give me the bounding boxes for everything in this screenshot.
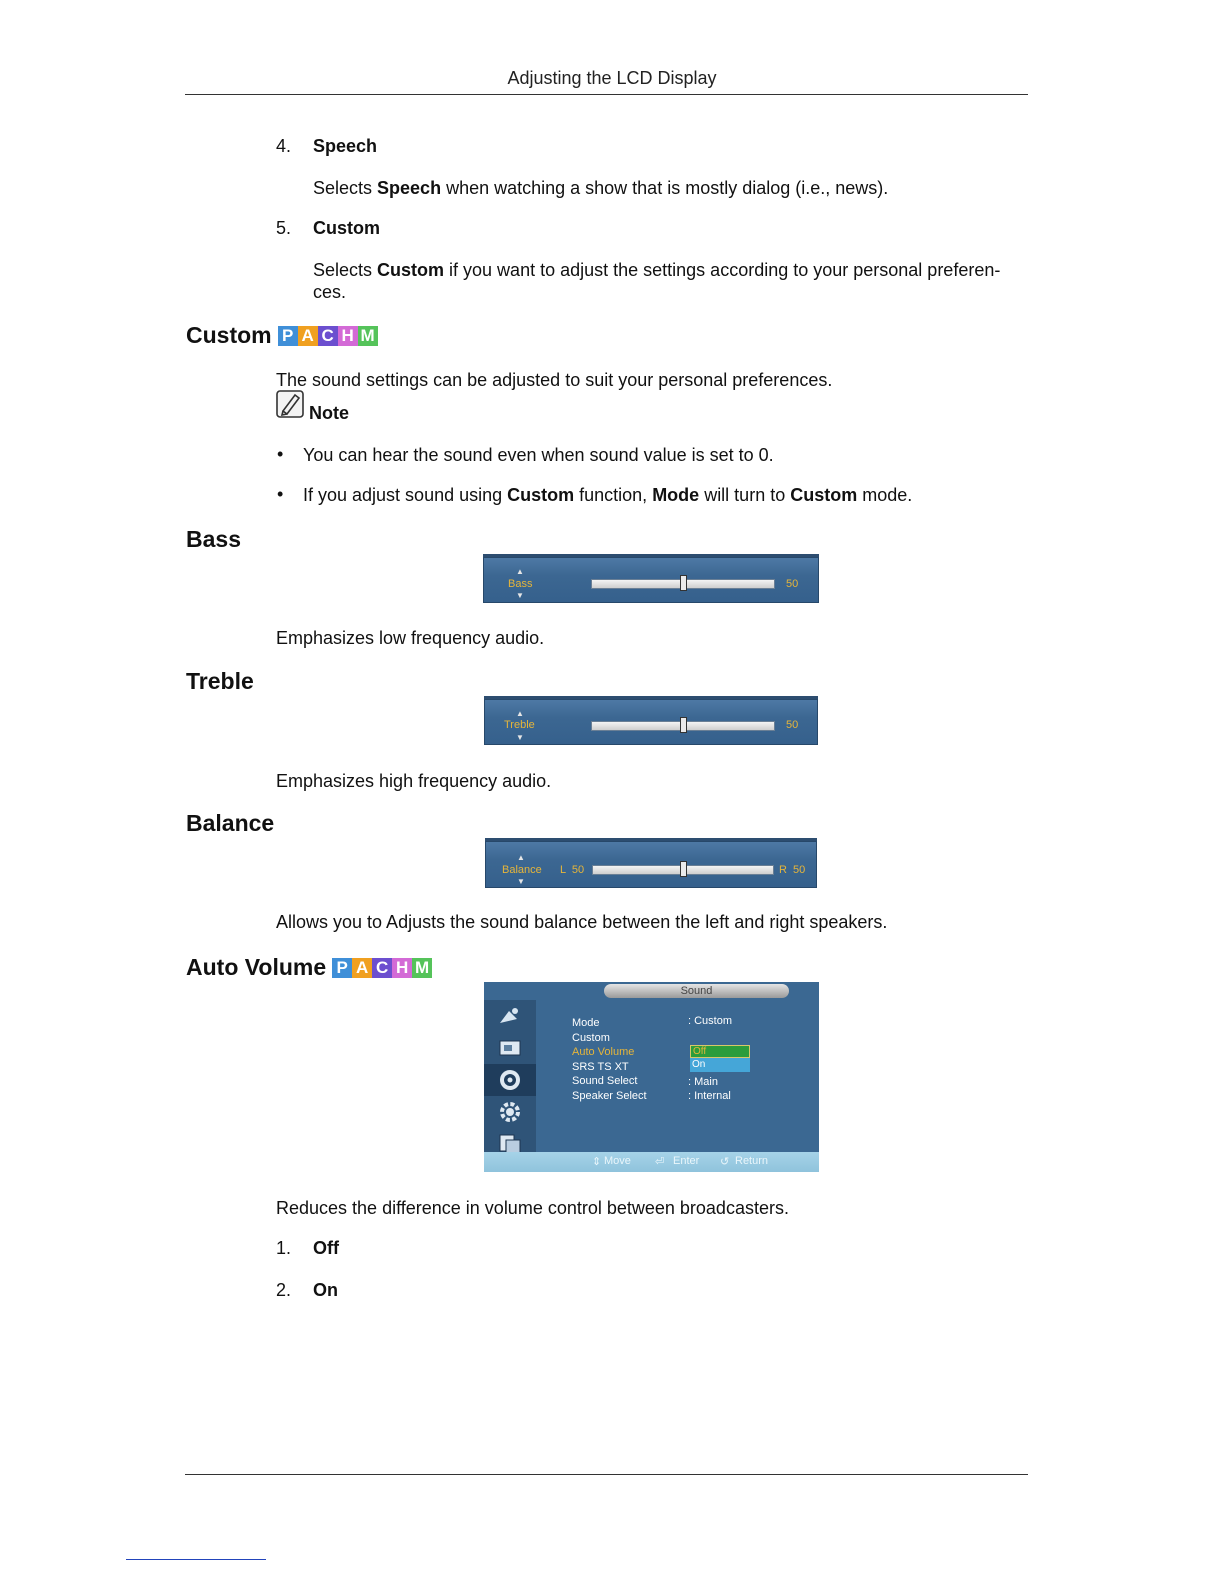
down-arrow-icon: ▼ xyxy=(516,591,524,600)
menu-item-speaker-select[interactable]: Speaker Select xyxy=(572,1089,647,1102)
menu-footer xyxy=(484,1152,819,1172)
badge-h: H xyxy=(392,958,412,978)
menu-item-mode[interactable]: Mode xyxy=(572,1017,600,1029)
speech-desc-bold: Speech xyxy=(377,178,442,198)
list-number: 1. xyxy=(276,1238,292,1258)
custom-desc-post: if you want to adjust the settings according to your personal preferen- xyxy=(444,260,1001,280)
bass-slider-thumb[interactable] xyxy=(680,575,687,591)
dropdown-option-on[interactable]: On xyxy=(690,1058,750,1072)
bullet2-t4: mode. xyxy=(857,485,913,505)
custom-section-heading xyxy=(186,322,378,349)
auto-volume-title: Auto Volume xyxy=(186,954,327,980)
bass-description: Emphasizes low frequency audio. xyxy=(276,628,545,648)
speaker-select-value: : Internal xyxy=(688,1090,731,1102)
sound-select-value: : Main xyxy=(688,1076,718,1088)
balance-osd-label: Balance xyxy=(502,864,542,876)
note-bullet-2 xyxy=(303,484,912,506)
badge-a: A xyxy=(352,958,372,978)
badge-m: M xyxy=(358,326,378,346)
list-number: 5. xyxy=(276,218,292,238)
menu-item-srs-ts-xt[interactable]: SRS TS XT xyxy=(572,1060,629,1073)
badge-p: P xyxy=(278,326,298,346)
auto-volume-description: Reduces the difference in volume control between broadcasters. xyxy=(276,1198,789,1218)
bullet2-b2: Mode xyxy=(652,485,700,505)
treble-slider-thumb[interactable] xyxy=(680,717,687,733)
option-off-label: Off xyxy=(313,1238,339,1258)
menu-item-custom[interactable]: Custom xyxy=(572,1031,610,1044)
menu-item-auto-volume[interactable]: Auto Volume xyxy=(572,1046,635,1058)
option-on-label: On xyxy=(313,1280,338,1300)
note-label: Note xyxy=(309,403,349,423)
note-bullet-1: You can hear the sound even when sound value is set to 0. xyxy=(303,445,774,465)
badge-m: M xyxy=(412,958,432,978)
note-icon xyxy=(276,390,304,418)
menu-sidebar xyxy=(484,1000,536,1154)
balance-osd-panel xyxy=(485,838,817,888)
bullet2-t3: will turn to xyxy=(699,485,791,505)
return-icon: ↺ xyxy=(720,1156,730,1168)
balance-description: Allows you to Adjusts the sound balance between the left and right speakers. xyxy=(276,912,888,932)
up-arrow-icon: ▲ xyxy=(517,853,525,862)
bullet-dot-icon: • xyxy=(277,484,284,504)
badge-c: C xyxy=(372,958,392,978)
sound-tab-icon[interactable] xyxy=(484,1064,536,1096)
bullet2-b1: Custom xyxy=(507,485,575,505)
setup-gear-icon[interactable] xyxy=(484,1096,536,1128)
footer-return: Return xyxy=(735,1155,769,1167)
custom-desc-post-line2: ces. xyxy=(313,282,347,302)
bass-osd-panel xyxy=(483,554,819,603)
down-arrow-icon: ▼ xyxy=(516,733,524,742)
balance-right-value: R 50 xyxy=(779,864,806,876)
header-divider xyxy=(185,94,1028,95)
auto-volume-heading xyxy=(186,954,432,981)
mode-badges xyxy=(332,958,432,978)
custom-section-title: Custom xyxy=(186,322,272,348)
custom-desc-pre: Selects xyxy=(313,260,378,280)
bullet2-t2: function, xyxy=(574,485,653,505)
bullet2-b3: Custom xyxy=(790,485,858,505)
footer-move: Move xyxy=(604,1155,631,1167)
treble-description: Emphasizes high frequency audio. xyxy=(276,771,552,791)
bass-slider-track[interactable] xyxy=(591,579,775,589)
treble-heading: Treble xyxy=(186,668,254,694)
up-arrow-icon: ▲ xyxy=(516,709,524,718)
bass-value: 50 xyxy=(786,578,799,590)
input-source-icon[interactable] xyxy=(484,1032,536,1064)
balance-left-value: L 50 xyxy=(560,864,585,876)
picture-settings-icon[interactable] xyxy=(484,1000,536,1032)
enter-icon: ⏎ xyxy=(655,1156,665,1168)
mode-value: : Custom xyxy=(688,1015,733,1027)
custom-description xyxy=(313,259,1028,303)
custom-label: Custom xyxy=(313,218,380,238)
treble-osd-panel xyxy=(484,696,818,745)
balance-slider-track[interactable] xyxy=(592,865,774,875)
speech-desc-post: when watching a show that is mostly dialog (i.e., news). xyxy=(441,178,889,198)
treble-slider-track[interactable] xyxy=(591,721,775,731)
balance-heading: Balance xyxy=(186,810,275,836)
bass-osd-label: Bass xyxy=(508,578,533,590)
down-arrow-icon: ▼ xyxy=(517,877,525,886)
custom-intro: The sound settings can be adjusted to suit your personal preferences. xyxy=(276,370,833,390)
bullet-dot-icon: • xyxy=(277,444,284,464)
treble-value: 50 xyxy=(786,719,799,731)
badge-c: C xyxy=(318,326,338,346)
sound-menu-title: Sound xyxy=(604,984,789,998)
speech-label: Speech xyxy=(313,136,378,156)
up-arrow-icon: ▲ xyxy=(516,567,524,576)
bass-heading: Bass xyxy=(186,526,241,552)
footer-enter: Enter xyxy=(673,1155,700,1167)
balance-slider-thumb[interactable] xyxy=(680,861,687,877)
menu-item-list xyxy=(572,1017,647,1104)
footer-link-underline xyxy=(126,1559,266,1560)
custom-desc-bold: Custom xyxy=(377,260,445,280)
dropdown-option-off[interactable]: Off xyxy=(690,1045,750,1058)
move-icon: ⇕ xyxy=(592,1156,602,1168)
badge-p: P xyxy=(332,958,352,978)
badge-a: A xyxy=(298,326,318,346)
list-number: 2. xyxy=(276,1280,292,1300)
bullet2-t1: If you adjust sound using xyxy=(303,485,508,505)
badge-h: H xyxy=(338,326,358,346)
speech-desc-pre: Selects xyxy=(313,178,378,198)
mode-badges xyxy=(278,326,378,346)
auto-volume-dropdown[interactable] xyxy=(690,1045,750,1072)
sound-menu-panel xyxy=(484,982,819,1172)
page-header-title: Adjusting the LCD Display xyxy=(507,68,717,88)
speech-description xyxy=(313,177,1028,199)
menu-item-sound-select[interactable]: Sound Select xyxy=(572,1075,638,1087)
list-number: 4. xyxy=(276,136,292,156)
treble-osd-label: Treble xyxy=(504,719,535,731)
footer-divider xyxy=(185,1474,1028,1475)
